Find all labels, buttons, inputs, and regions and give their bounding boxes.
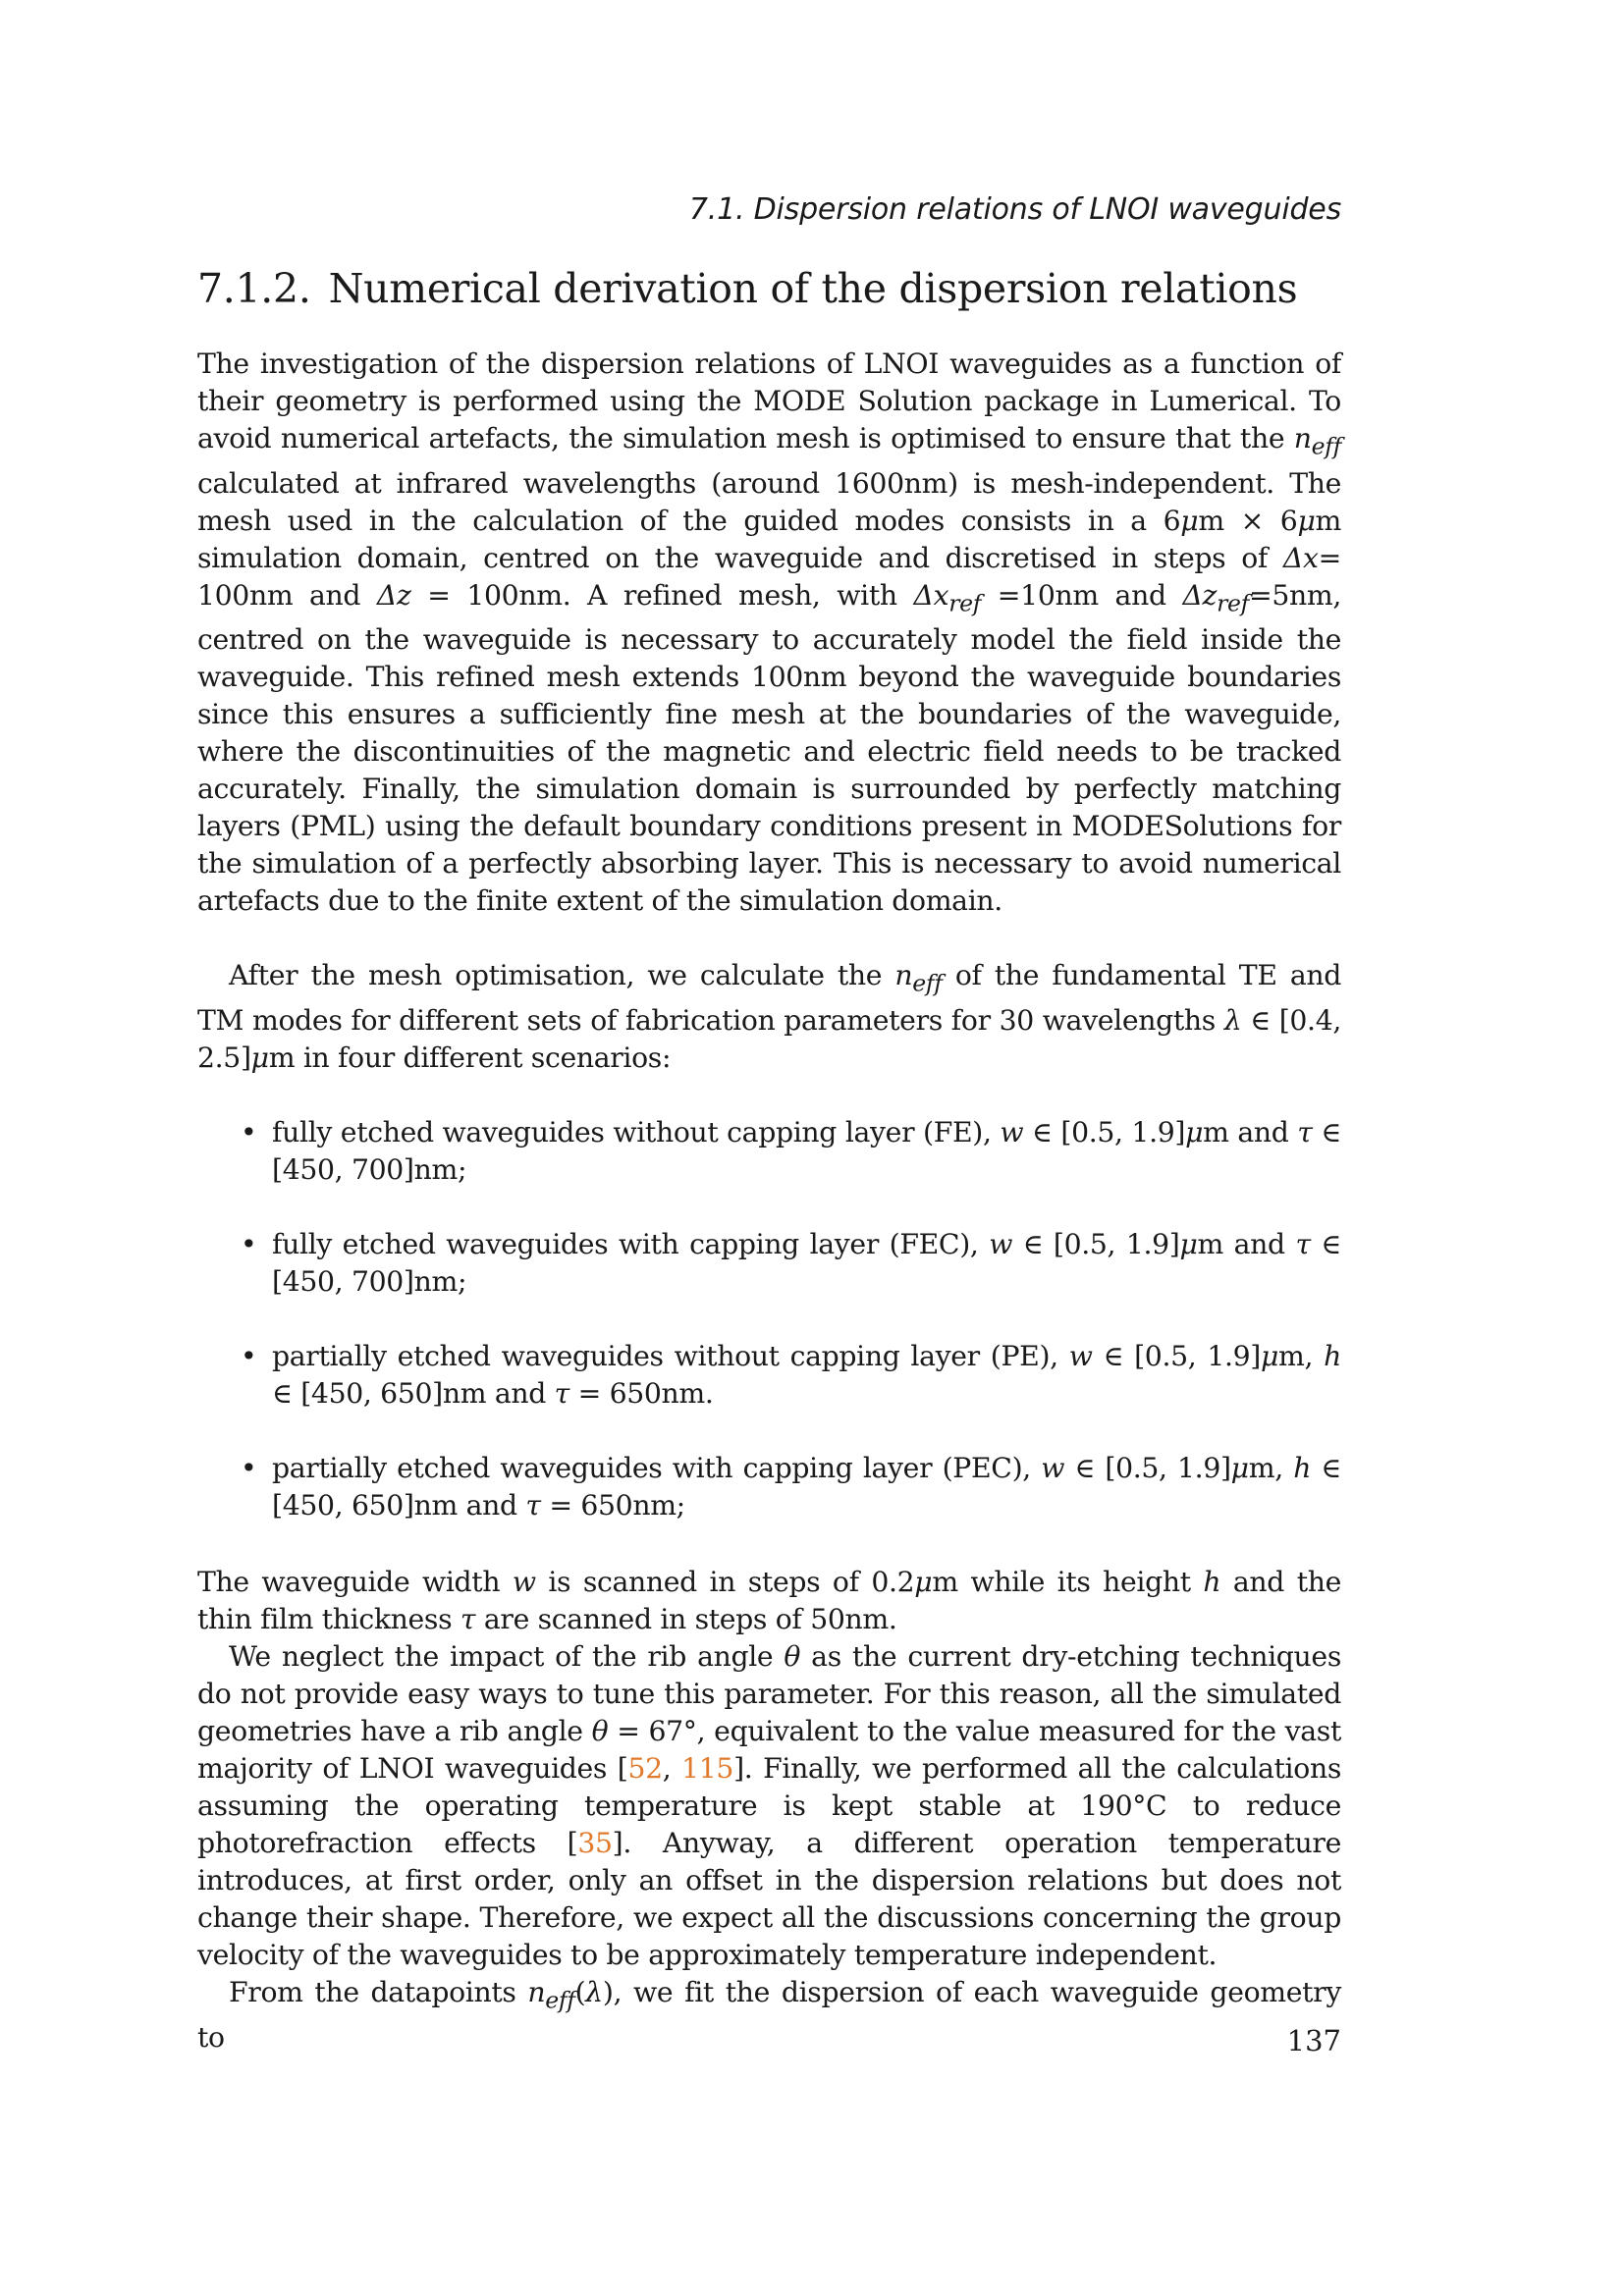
text: as the current dry-etching techniques do not provide easy ways to tune this parameter. For this reason, all the simulated geometries have a rib angle (197, 1639, 1341, 1747)
text: , (662, 1751, 682, 1785)
text: =5nm, centred on the waveguide is necessary to accurately model the field inside the waveguide. This refined mesh extends 100nm beyond the waveguide boundaries since this ensures a sufficiently fine mesh at the boundaries of the waveguide, where the discontinuities of the magnetic and electric field needs to be tracked accurately. Finally, the simulation domain is surrounded by perfectly matching layers (PML) using the default boundary conditions present in MODESolutions for the simulation of a perfectly absorbing layer. This is necessary to avoid numerical artefacts due to the finite extent of the simulation domain. (197, 578, 1342, 918)
math-var: Δz (376, 578, 411, 612)
text: of the fundamental TE and TM modes for different sets of fabrication parameters for 30 wavelengths (197, 959, 1342, 1037)
math-var: τ (525, 1488, 541, 1522)
paragraph-rib-angle (197, 1638, 1341, 1974)
text: ∈ [450, 650]nm and (272, 1376, 555, 1410)
text: ), we fit the dispersion of each waveguide geometry to (197, 1975, 1341, 2054)
list-item (197, 1338, 1341, 1413)
citation-link-115[interactable]: 115 (681, 1751, 734, 1785)
text: m, (1248, 1451, 1294, 1484)
text: m while its height (932, 1565, 1204, 1598)
math-var: τ (554, 1376, 569, 1410)
text: ∈ [0.5, 1.9] (1064, 1451, 1231, 1484)
math-var: λ (1223, 1003, 1242, 1037)
math-sub: ref (948, 589, 982, 617)
math-var: μ (1230, 1451, 1249, 1484)
math-sub: ref (1217, 589, 1249, 617)
text: fully etched waveguides with capping layer (FEC), (272, 1227, 990, 1260)
bullet-icon: • (241, 1339, 257, 1372)
bullet-icon: • (241, 1115, 257, 1148)
text: From the datapoints (229, 1975, 528, 2008)
section-title-text: Numerical derivation of the dispersion relations (328, 265, 1298, 312)
text: ∈ [0.5, 1.9] (1092, 1339, 1261, 1372)
text: ]. Finally, we performed all the calculations assuming the operating temperature is kept stable at 190°C to reduce photorefraction effects [ (197, 1751, 1341, 1859)
text: are scanned in steps of 50nm. (475, 1602, 897, 1635)
math-var: λ (585, 1975, 603, 2008)
math-var: τ (460, 1602, 476, 1635)
text: We neglect the impact of the rib angle (229, 1639, 785, 1673)
paragraph-scan-steps (197, 1564, 1341, 1638)
section-title (197, 265, 1341, 312)
text: partially etched waveguides without capping layer (PE), (272, 1339, 1069, 1372)
text: ∈ [450, 700]nm; (272, 1227, 1341, 1298)
list-item (197, 1226, 1341, 1301)
text: ∈ [0.5, 1.9] (1012, 1227, 1180, 1260)
paragraph-fit (197, 1974, 1341, 2056)
text: m in four different scenarios: (268, 1041, 672, 1074)
text: ∈ [450, 700]nm; (272, 1115, 1341, 1186)
text: = 100nm and (197, 541, 1341, 612)
text: = 67°, equivalent to the value measured for the vast majority of LNOI waveguides [ (197, 1714, 1341, 1785)
text: m, (1278, 1339, 1325, 1372)
math-var: w (1041, 1451, 1065, 1484)
text: The investigation of the dispersion relations of LNOI waveguides as a function of their geometry is performed using the MODE Solution package in Lumerical. To avoid numerical artefacts, the simulation mesh is optimised to ensure that the (197, 347, 1341, 454)
text: m simulation domain, centred on the waveguide and discretised in steps of (197, 504, 1341, 574)
section-number: 7.1.2. (197, 265, 311, 312)
math-var: w (512, 1565, 536, 1598)
text: The waveguide width (197, 1565, 513, 1598)
math-var: h (1293, 1451, 1312, 1484)
text: ∈ [0.5, 1.9] (1023, 1115, 1186, 1148)
text: m and (1197, 1227, 1296, 1260)
text: = 100nm. A refined mesh, with (410, 578, 914, 612)
text: ∈ [450, 650]nm and (272, 1451, 1341, 1522)
math-sub: eff (545, 1986, 575, 2014)
body-text (197, 346, 1341, 2056)
math-var: μ (1179, 1227, 1198, 1260)
math-var: τ (1297, 1115, 1313, 1148)
math-var: w (1000, 1115, 1024, 1148)
math-var: μ (1261, 1339, 1279, 1372)
text: and the thin film thickness (197, 1565, 1341, 1635)
math-sub: eff (1311, 432, 1341, 460)
math-var: Δx (913, 578, 949, 612)
text: = 650nm; (540, 1488, 685, 1522)
math-var: Δx (1282, 541, 1319, 574)
paragraph-mesh (197, 346, 1341, 920)
math-sub: eff (912, 969, 943, 997)
page-number: 137 (1286, 2024, 1341, 2057)
text: calculated at infrared wavelengths (around 1600nm) is mesh-independent. The mesh used in the calculation of the guided modes consists in a 6 (197, 466, 1341, 537)
citation-link-52[interactable]: 52 (627, 1751, 663, 1785)
math-var: Δz (1182, 578, 1218, 612)
text: is scanned in steps of 0.2 (535, 1565, 915, 1598)
page (197, 0, 1341, 2296)
text: ]. Anyway, a different operation temperature introduces, at first order, only an offset in the dispersion relations but does not change their shape. Therefore, we expect all the discussions concerning the group velocity of the waveguides to be approximately temperature independent. (197, 1826, 1341, 1971)
math-var: n (527, 1975, 546, 2008)
running-head: 7.1. Dispersion relations of LNOI waveguides (688, 192, 1341, 227)
list-item (197, 1450, 1341, 1524)
math-var: μ (1180, 504, 1199, 537)
math-var: μ (1297, 504, 1316, 537)
math-var: μ (1185, 1115, 1204, 1148)
scenario-list (197, 1114, 1341, 1524)
math-var: h (1324, 1339, 1341, 1372)
text: partially etched waveguides with capping layer (PEC), (272, 1451, 1042, 1484)
math-var: μ (250, 1041, 269, 1074)
text: ∈ [0.4, 2.5] (197, 1003, 1341, 1074)
math-var: μ (914, 1565, 933, 1598)
math-var: τ (1295, 1227, 1311, 1260)
text: = 650nm. (568, 1376, 714, 1410)
text: After the mesh optimisation, we calculate the (229, 959, 895, 992)
list-item (197, 1114, 1341, 1189)
math-var: θ (784, 1639, 801, 1673)
math-var: θ (591, 1714, 609, 1747)
bullet-icon: • (241, 1451, 257, 1484)
text: fully etched waveguides without capping layer (FE), (272, 1115, 1001, 1148)
citation-link-35[interactable]: 35 (577, 1826, 613, 1859)
math-var: n (894, 959, 913, 992)
text: ( (574, 1975, 586, 2008)
text: m and (1203, 1115, 1298, 1148)
paragraph-scenarios-intro (197, 957, 1341, 1077)
text: m × 6 (1198, 504, 1298, 537)
bullet-icon: • (241, 1227, 257, 1260)
math-var: h (1203, 1565, 1221, 1598)
math-var: n (1293, 422, 1312, 454)
text: =10nm and (981, 578, 1183, 612)
math-var: w (1068, 1339, 1093, 1372)
math-var: w (989, 1227, 1013, 1260)
